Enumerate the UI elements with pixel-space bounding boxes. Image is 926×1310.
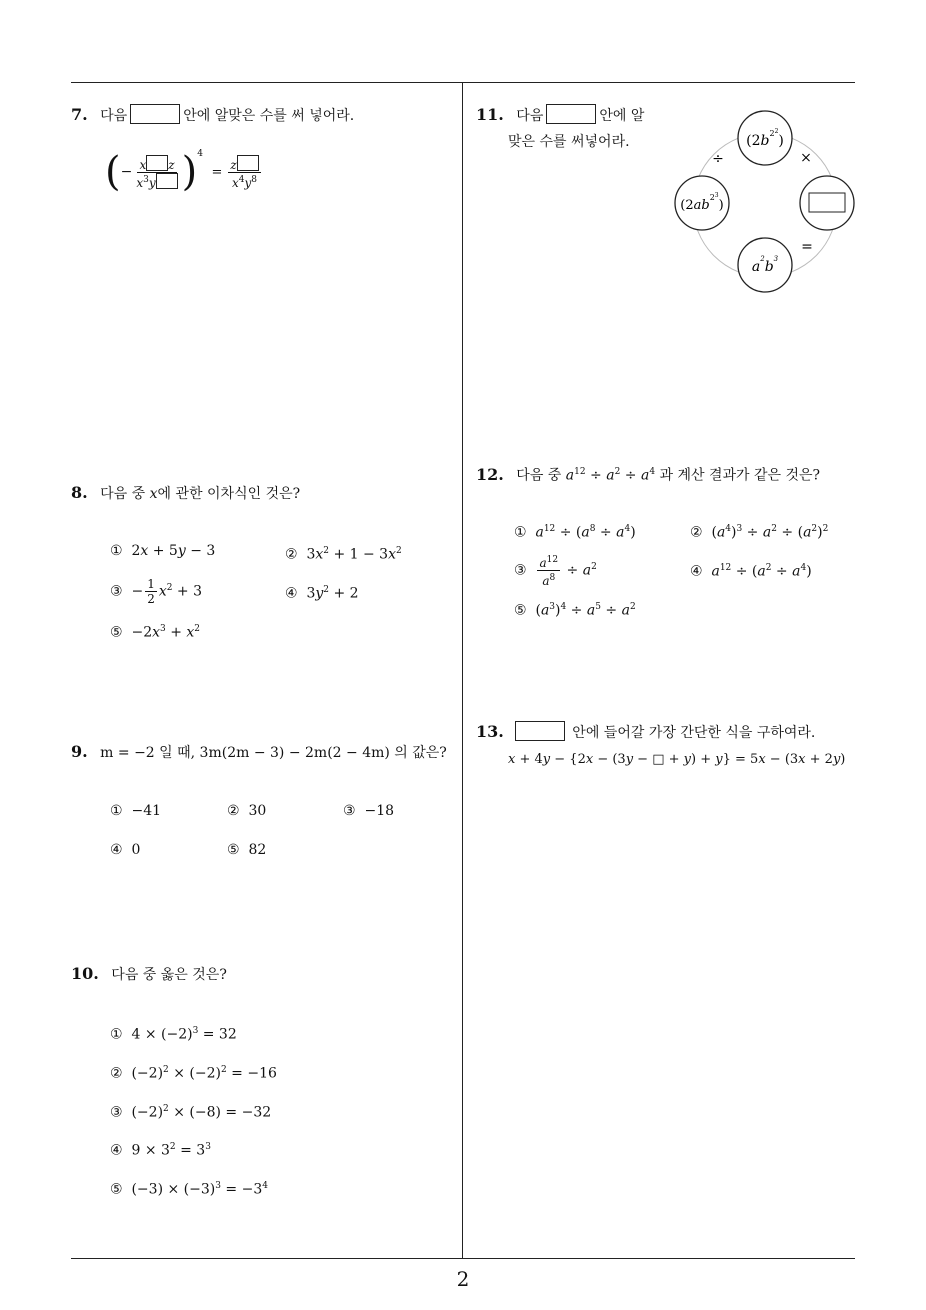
question-11: 11. 다음 안에 알 [476,105,645,124]
q10-option-3[interactable]: ③ $(-2)^2 \times (-8) = -32$ [110,1104,272,1121]
svg-text:(2b22): $(2b^{22})$ [746,128,784,149]
times-symbol: × [800,150,812,166]
answer-box[interactable] [237,155,259,171]
answer-box[interactable] [146,155,168,171]
q11-cycle-diagram [660,105,860,300]
answer-box[interactable] [809,193,845,212]
question-7: 7. 다음 안에 알맞은 수를 써 넣어라. [71,105,355,124]
page-number: 2 [456,1267,470,1291]
svg-text:(2ab23): $(2ab^{23})$ [680,192,724,213]
answer-box[interactable] [515,721,565,741]
equals-symbol: = [801,239,813,255]
q9-option-5[interactable]: ⑤ 82 [227,842,267,858]
question-number: 7. [71,105,88,124]
q9-option-2[interactable]: ② 30 [227,803,267,819]
answer-box[interactable] [546,104,596,124]
q8-option-2[interactable]: ② $3x^2 + 1 - 3x^2$ [285,546,402,563]
q10-option-4[interactable]: ④ $9 \times 3^2 = 3^3$ [110,1142,211,1159]
question-9: 9. m = −2 일 때, 3m(2m − 3) − 2m(2 − 4m) 의 값은? [71,742,447,761]
answer-box[interactable] [156,173,178,189]
bottom-rule [71,1258,855,1259]
q12-option-5[interactable]: ⑤ $(a^3)^4 \div a^5 \div a^2$ [514,602,636,619]
question-13: 13. 안에 들어갈 가장 간단한 식을 구하여라. [476,722,816,741]
q8-option-4[interactable]: ④ $3y^2 + 2$ [285,585,359,602]
question-12: 12. 다음 중 $a^{12} \div a^2 \div a^4$ 과 계산 결과가 같은 것은? [476,464,821,484]
q8-option-1[interactable]: ① 2x + 5y − 3 [110,543,216,559]
q10-option-1[interactable]: ① $4 \times (-2)^3 = 32$ [110,1026,237,1043]
q12-option-2[interactable]: ② $(a^4)^3 \div a^2 \div (a^2)^2$ [690,524,829,541]
q7-expression: (− $\frac{\text{x z}}{x^3y}$ )$^4$ = $\frac{z}{x^4y^8}$ [105,134,263,193]
divide-symbol: ÷ [712,151,724,167]
column-divider [462,83,463,1259]
q10-option-2[interactable]: ② $(-2)^2 \times (-2)^2 = -16$ [110,1065,277,1082]
svg-text:a2b3: $a^2b^3$ [751,255,779,275]
q13-equation: x + 4y − {2x − (3y − □ + y) + y} = 5x − (3x + 2y) [508,752,846,767]
q9-option-4[interactable]: ④ 0 [110,842,141,858]
q12-option-1[interactable]: ① $a^{12} \div (a^8 \div a^4)$ [514,524,636,541]
question-10: 10. 다음 중 옳은 것은? [71,964,227,983]
q9-condition: m = −2 일 때, 3m(2m − 3) − 2m(2 − 4m) 의 값은? [100,745,447,761]
q12-option-4[interactable]: ④ $a^{12} \div (a^2 \div a^4)$ [690,563,812,580]
question-8: 8. 다음 중 x에 관한 이차식인 것은? [71,483,301,502]
q8-option-3[interactable]: ③ − $\frac{1}{2}$ $x^2 + 3$ [110,577,203,607]
q9-option-1[interactable]: ① −41 [110,803,162,819]
q12-option-3[interactable]: ③ $\frac{a^{12}}{a^8}$ ÷ $a^2$ [514,555,597,589]
q9-option-3[interactable]: ③ −18 [343,803,395,819]
question-11-line2: 맞은 수를 써넣어라. [508,134,630,150]
q10-option-5[interactable]: ⑤ $(-3) \times (-3)^3 = -3^4$ [110,1181,268,1198]
q8-option-5[interactable]: ⑤ $-2x^3 + x^2$ [110,624,201,641]
top-rule [71,82,855,83]
answer-box[interactable] [130,104,180,124]
